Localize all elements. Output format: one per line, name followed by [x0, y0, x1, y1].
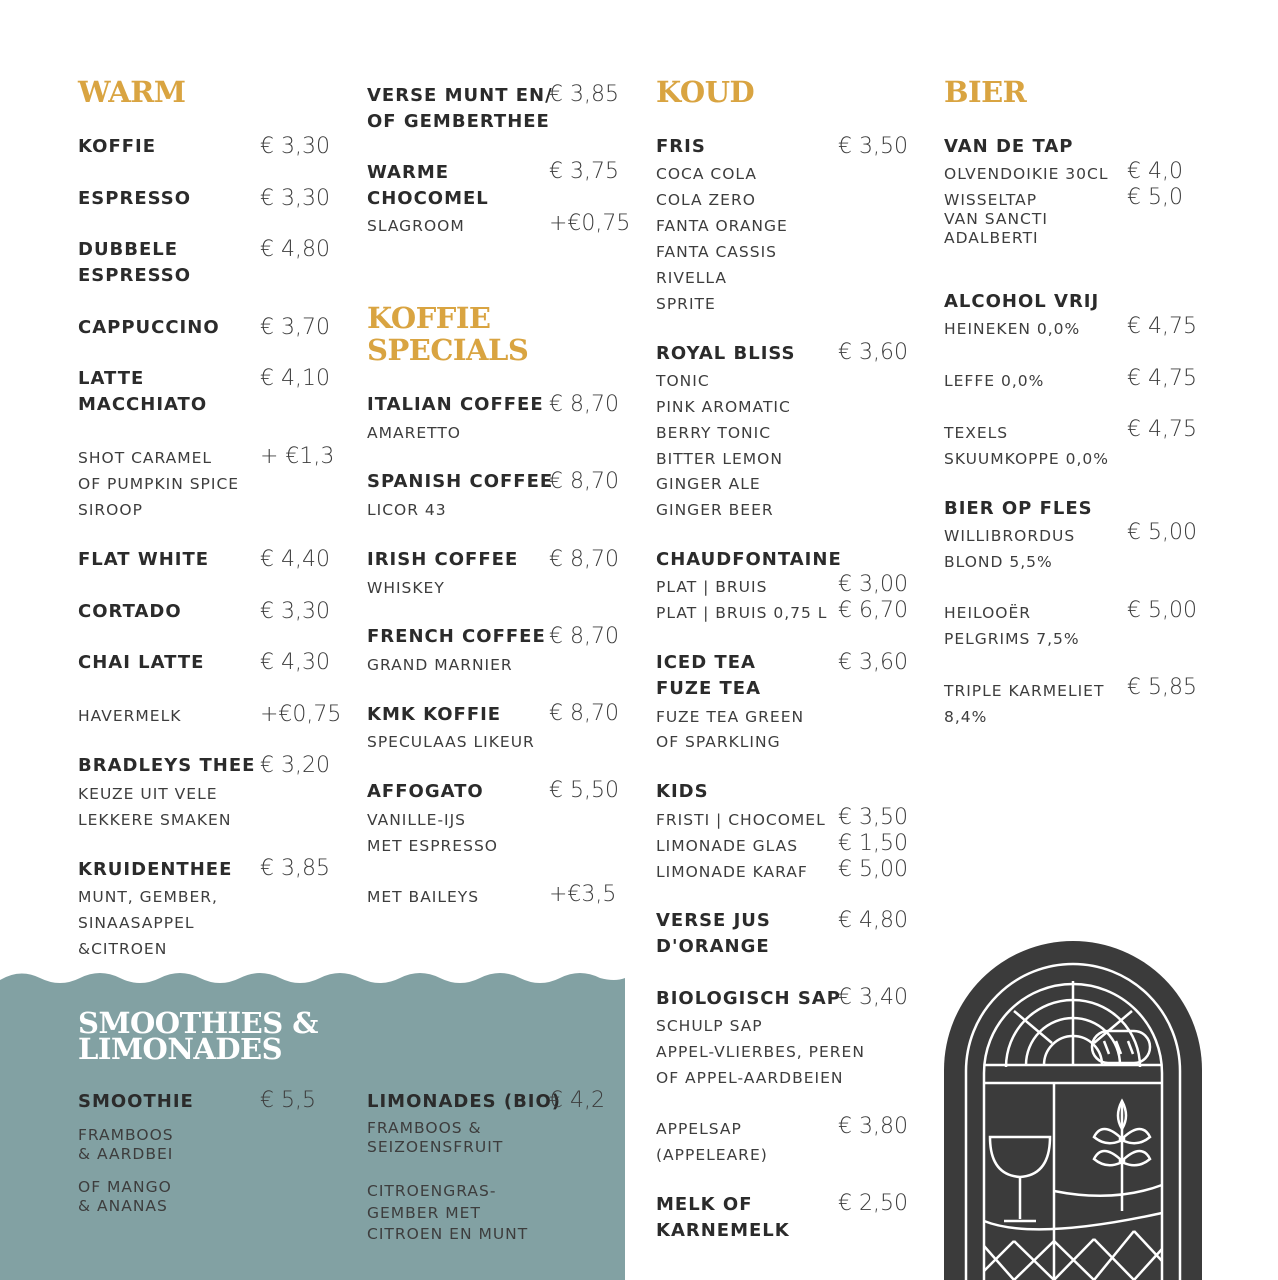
sub-havermelk: HAVERMELK [78, 707, 182, 725]
price-chaudfontaine-1: € 3,00 [838, 572, 908, 597]
heading-koffie-specials: KOFFIE [367, 301, 491, 335]
price-chai-latte: € 4,30 [260, 650, 330, 675]
price-dubbele: € 4,80 [260, 237, 330, 262]
item-spanish-coffee: SPANISH COFFEE [367, 471, 554, 492]
price-french-coffee: € 8,70 [549, 624, 619, 649]
sub-kids-1: FRISTI | CHOCOMEL [656, 811, 826, 829]
item-cappuccino: CAPPUCCINO [78, 317, 220, 338]
sub-biologisch-3: OF APPEL-AARDBEIEN [656, 1069, 844, 1087]
sub-fris-2: COLA ZERO [656, 191, 756, 209]
sub-fris-5: RIVELLA [656, 269, 727, 287]
sub-biologisch-2: APPEL-VLIERBES, PEREN [656, 1043, 865, 1061]
item-kruidenthee: KRUIDENTHEE [78, 859, 233, 880]
sub-royal-bliss-2: PINK AROMATIC [656, 398, 791, 416]
sub-iced-tea-2: OF SPARKLING [656, 733, 781, 751]
sub-spanish-coffee: LICOR 43 [367, 501, 447, 519]
sub-chaudfontaine-1: PLAT | BRUIS [656, 578, 768, 596]
sub-royal-bliss-4: BITTER LEMON [656, 450, 783, 468]
item-kids: KIDS [656, 781, 709, 802]
price-shot: + €1,3 [260, 444, 335, 469]
sub-kruidenthee-1: MUNT, GEMBER, [78, 888, 218, 906]
heading-koffie-specials-line2: SPECIALS [367, 333, 529, 367]
item-warme-chocomel-line2: CHOCOMEL [367, 188, 489, 209]
sub-limonades-2: SEIZOENSFRUIT [367, 1138, 504, 1156]
item-affogato: AFFOGATO [367, 781, 484, 802]
item-dubbele: DUBBELE [78, 239, 179, 260]
sub-irish-coffee: WHISKEY [367, 579, 445, 597]
item-cortado: CORTADO [78, 601, 182, 622]
price-latte: € 4,10 [260, 366, 330, 391]
sub-limonades-3: CITROENGRAS- [367, 1182, 497, 1200]
sub-royal-bliss-5: GINGER ALE [656, 475, 761, 493]
price-verse-jus: € 4,80 [838, 908, 908, 933]
item-irish-coffee: IRISH COFFEE [367, 549, 519, 570]
price-kmk-koffie: € 8,70 [549, 701, 619, 726]
price-leffe: € 4,75 [1127, 366, 1197, 391]
sub-leffe: LEFFE 0,0% [944, 372, 1045, 390]
price-bradleys: € 3,20 [260, 753, 330, 778]
sub-bradleys-2: LEKKERE SMAKEN [78, 811, 232, 829]
sub-royal-bliss-6: GINGER BEER [656, 501, 774, 519]
price-baileys: +€3,5 [549, 882, 617, 907]
sub-iced-tea-1: FUZE TEA GREEN [656, 708, 805, 726]
sub-fris-6: SPRITE [656, 295, 716, 313]
price-smoothie: € 5,5 [260, 1088, 316, 1113]
sub-triple-2: 8,4% [944, 708, 988, 726]
sub-smoothie-2: & AARDBEI [78, 1145, 174, 1163]
price-heineken: € 4,75 [1127, 314, 1197, 339]
price-willibrordus: € 5,00 [1127, 520, 1197, 545]
sub-appelsap-1: APPELSAP [656, 1120, 742, 1138]
price-texels: € 4,75 [1127, 417, 1197, 442]
price-affogato: € 5,50 [549, 778, 619, 803]
sub-kids-3: LIMONADE KARAF [656, 863, 808, 881]
item-dubbele-line2: ESPRESSO [78, 265, 192, 286]
item-warme-chocomel: WARME [367, 162, 450, 183]
price-espresso: € 3,30 [260, 186, 330, 211]
heading-smoothies: SMOOTHIES & [78, 1006, 318, 1040]
item-chai-latte: CHAI LATTE [78, 652, 205, 673]
heading-bier: BIER [944, 75, 1027, 109]
sub-heilooer-2: PELGRIMS 7,5% [944, 630, 1080, 648]
price-biologisch-sap: € 3,40 [838, 985, 908, 1010]
item-limonades: LIMONADES (BIO) [367, 1091, 562, 1112]
item-smoothie: SMOOTHIE [78, 1091, 194, 1112]
sub-italian-coffee: AMARETTO [367, 424, 462, 442]
arch-window-emblem [944, 941, 1202, 1280]
sub-willibrordus-2: BLOND 5,5% [944, 553, 1053, 571]
price-kids-2: € 1,50 [838, 831, 908, 856]
price-flat-white: € 4,40 [260, 547, 330, 572]
item-flat-white: FLAT WHITE [78, 549, 210, 570]
sub-royal-bliss-1: TONIC [656, 372, 710, 390]
sub-fris-4: FANTA CASSIS [656, 243, 777, 261]
item-espresso: ESPRESSO [78, 188, 192, 209]
sub-kruidenthee-3: &CITROEN [78, 940, 168, 958]
item-royal-bliss: ROYAL BLISS [656, 343, 796, 364]
sub-tap-adalberti: ADALBERTI [944, 229, 1039, 247]
item-fris: FRIS [656, 136, 706, 157]
price-verse-munt: € 3,85 [549, 82, 619, 107]
sub-kids-2: LIMONADE GLAS [656, 837, 799, 855]
sub-appelsap-2: (APPELEARE) [656, 1146, 768, 1164]
sub-smoothie-1: FRAMBOOS [78, 1126, 174, 1144]
sub-slagroom: SLAGROOM [367, 217, 465, 235]
item-latte-line2: MACCHIATO [78, 394, 208, 415]
sub-smoothie-4: & ANANAS [78, 1197, 168, 1215]
heading-smoothies-line2: LIMONADES [78, 1032, 283, 1066]
sub-shot-2: OF PUMPKIN SPICE [78, 475, 240, 493]
sub-biologisch-1: SCHULP SAP [656, 1017, 763, 1035]
price-spanish-coffee: € 8,70 [549, 469, 619, 494]
sub-bradleys-1: KEUZE UIT VELE [78, 785, 218, 803]
price-havermelk: +€0,75 [260, 702, 342, 727]
price-cappuccino: € 3,70 [260, 315, 330, 340]
sub-fris-1: COCA COLA [656, 165, 757, 183]
price-cortado: € 3,30 [260, 599, 330, 624]
item-biologisch-sap: BIOLOGISCH SAP [656, 988, 841, 1009]
item-alcohol-vrij: ALCOHOL VRIJ [944, 291, 1100, 312]
sub-limonades-5: CITROEN EN MUNT [367, 1225, 529, 1243]
price-warme-chocomel: € 3,75 [549, 159, 619, 184]
sub-affogato-2: MET ESPRESSO [367, 837, 498, 855]
price-iced-tea: € 3,60 [838, 650, 908, 675]
item-iced-tea-line2: FUZE TEA [656, 678, 762, 699]
price-irish-coffee: € 8,70 [549, 547, 619, 572]
price-triple: € 5,85 [1127, 675, 1197, 700]
price-slagroom: +€0,75 [549, 211, 631, 236]
sub-limonades-4: GEMBER MET [367, 1204, 481, 1222]
sub-limonades-1: FRAMBOOS & [367, 1119, 482, 1137]
item-van-de-tap: VAN DE TAP [944, 136, 1074, 157]
heading-warm: WARM [78, 75, 186, 109]
sub-royal-bliss-3: BERRY TONIC [656, 424, 772, 442]
sub-fris-3: FANTA ORANGE [656, 217, 788, 235]
sub-texels-1: TEXELS [944, 424, 1009, 442]
heading-koud: KOUD [656, 75, 755, 109]
item-latte: LATTE [78, 368, 145, 389]
item-iced-tea: ICED TEA [656, 652, 756, 673]
item-french-coffee: FRENCH COFFEE [367, 626, 546, 647]
sub-triple-1: TRIPLE KARMELIET [944, 682, 1105, 700]
sub-french-coffee: GRAND MARNIER [367, 656, 513, 674]
sub-texels-2: SKUUMKOPPE 0,0% [944, 450, 1109, 468]
price-appelsap: € 3,80 [838, 1114, 908, 1139]
sub-heineken: HEINEKEN 0,0% [944, 320, 1081, 338]
price-limonades: € 4,2 [549, 1088, 605, 1113]
sub-affogato-1: VANILLE-IJS [367, 811, 467, 829]
sub-tap-sancti: VAN SANCTI [944, 210, 1048, 228]
item-melk-line2: KARNEMELK [656, 1220, 790, 1241]
price-royal-bliss: € 3,60 [838, 340, 908, 365]
sub-baileys: MET BAILEYS [367, 888, 480, 906]
item-verse-jus: VERSE JUS [656, 910, 771, 931]
price-koffie: € 3,30 [260, 134, 330, 159]
price-kids-1: € 3,50 [838, 805, 908, 830]
item-verse-munt-line2: OF GEMBERTHEE [367, 111, 550, 132]
sub-shot-1: SHOT CARAMEL [78, 449, 213, 467]
item-italian-coffee: ITALIAN COFFEE [367, 394, 544, 415]
price-tap-1: € 4,0 [1127, 159, 1183, 184]
sub-shot-3: SIROOP [78, 501, 143, 519]
item-bier-op-fles: BIER OP FLES [944, 498, 1093, 519]
price-fris: € 3,50 [838, 134, 908, 159]
item-verse-munt: VERSE MUNT EN/ [367, 85, 553, 106]
item-melk: MELK OF [656, 1194, 753, 1215]
sub-willibrordus-1: WILLIBRORDUS [944, 527, 1076, 545]
sub-smoothie-3: OF MANGO [78, 1178, 172, 1196]
sub-tap-wisseltap: WISSELTAP [944, 191, 1038, 209]
item-bradleys: BRADLEYS THEE [78, 755, 256, 776]
price-kruidenthee: € 3,85 [260, 856, 330, 881]
price-heilooer: € 5,00 [1127, 598, 1197, 623]
sub-tap-olvendoikie: OLVENDOIKIE 30CL [944, 165, 1109, 183]
price-melk: € 2,50 [838, 1191, 908, 1216]
price-chaudfontaine-2: € 6,70 [838, 598, 908, 623]
sub-chaudfontaine-2: PLAT | BRUIS 0,75 L [656, 604, 828, 622]
item-chaudfontaine: CHAUDFONTAINE [656, 549, 842, 570]
price-tap-2: € 5,0 [1127, 185, 1183, 210]
item-kmk-koffie: KMK KOFFIE [367, 704, 502, 725]
item-koffie: KOFFIE [78, 136, 157, 157]
price-italian-coffee: € 8,70 [549, 392, 619, 417]
sub-kmk-koffie: SPECULAAS LIKEUR [367, 733, 535, 751]
sub-heilooer-1: HEILOOËR [944, 604, 1032, 622]
sub-kruidenthee-2: SINAASAPPEL [78, 914, 195, 932]
price-kids-3: € 5,00 [838, 857, 908, 882]
item-verse-jus-line2: D'ORANGE [656, 936, 770, 957]
